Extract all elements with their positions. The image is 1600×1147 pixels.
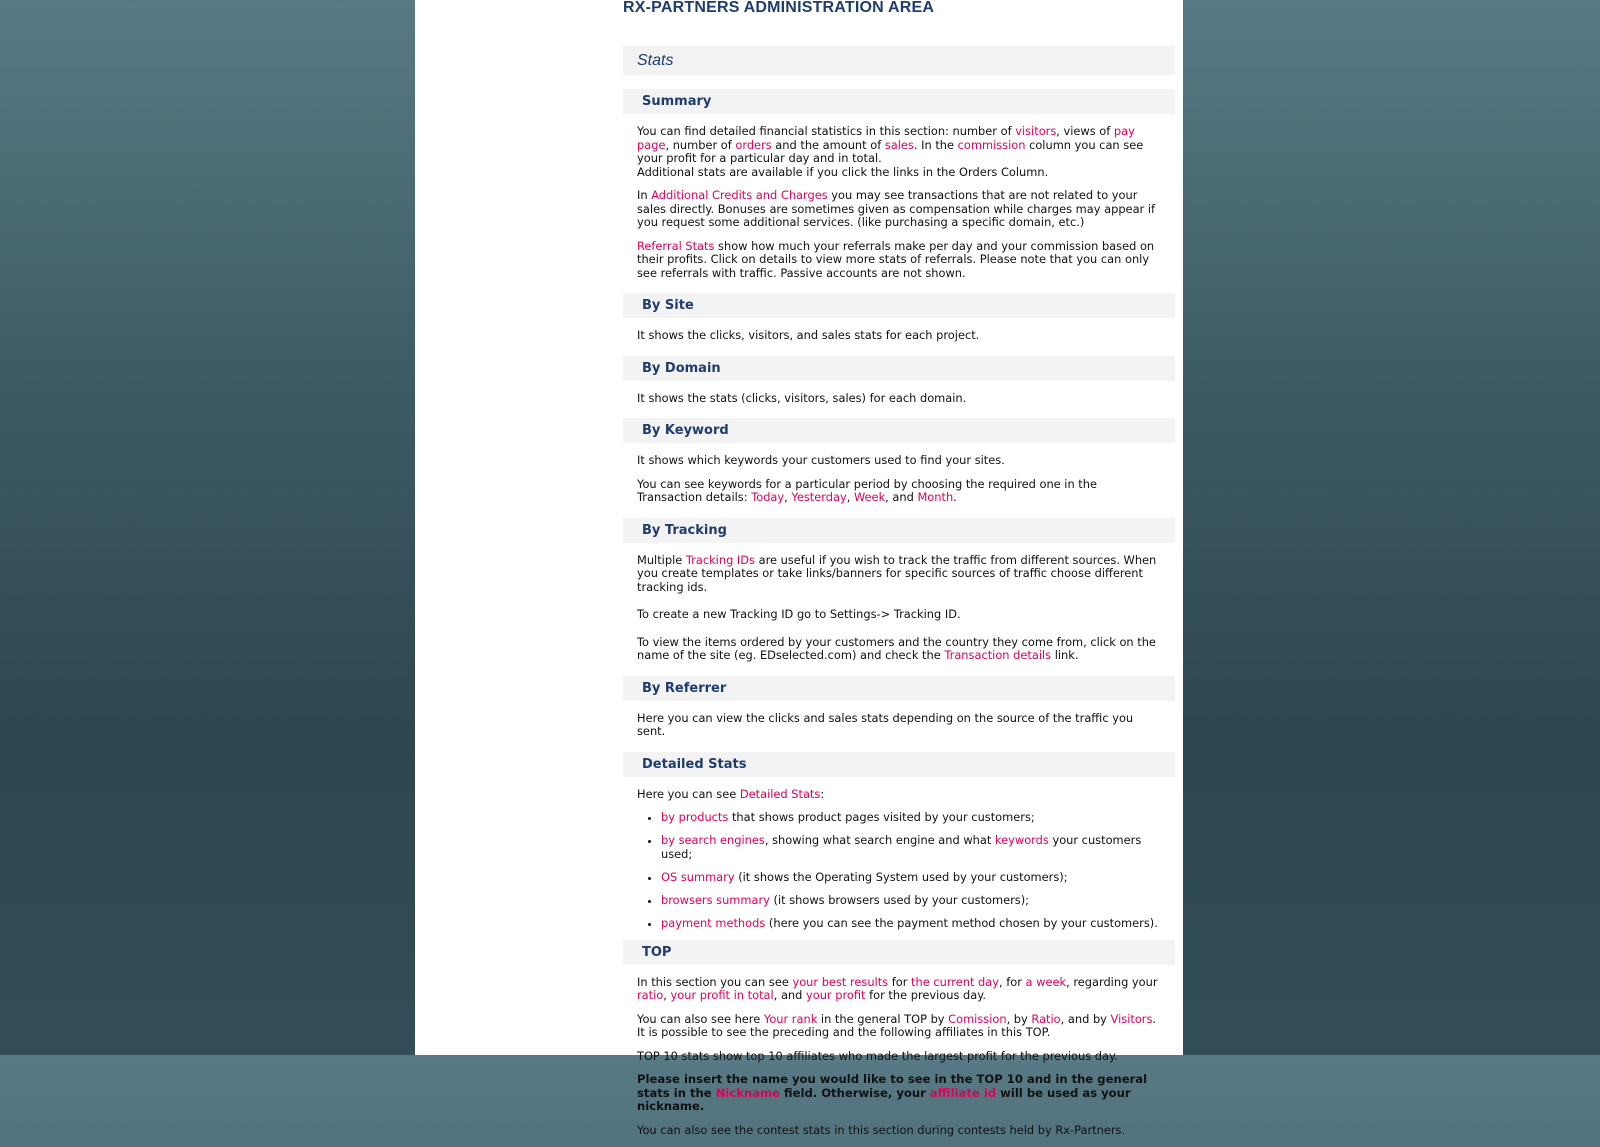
text-run: will be used as your nickname. <box>637 1085 1131 1113</box>
text-link[interactable]: Your rank <box>763 1011 818 1026</box>
text-run: Here you can view the clicks and sales stats depending on the source of the traffic you sent. <box>637 710 1134 738</box>
text-link[interactable]: payment methods <box>661 915 766 930</box>
text-run: To view the items ordered by your customers and the country they come from, click on the name of the site (eg. EDselected.com) and check the <box>637 634 1156 662</box>
list-item <box>661 917 1161 931</box>
section-by-tracking <box>623 543 1175 663</box>
text-link[interactable]: Additional Credits and Charges <box>651 188 828 202</box>
page-title: Stats <box>637 51 674 69</box>
section-heading-top: TOP <box>623 940 1175 965</box>
by-site-paragraph <box>637 329 1161 343</box>
text-run: Multiple <box>637 552 686 567</box>
text-run: column you can see your profit for a particular day and in total. <box>637 137 1144 165</box>
text-run: (it shows browsers used by your customers); <box>769 892 1030 907</box>
text-link[interactable]: sales <box>884 137 914 152</box>
text-link[interactable]: keywords <box>994 833 1049 847</box>
top-paragraph <box>637 976 1161 1003</box>
text-run: It shows the stats (clicks, visitors, sales) for each domain. <box>637 390 967 405</box>
text-link[interactable]: Visitors <box>1110 1011 1153 1026</box>
section-heading-by-referrer: By Referrer <box>623 676 1175 701</box>
text-run: your customers used; <box>661 833 1142 861</box>
text-run: and the amount of <box>771 137 885 152</box>
section-heading-by-site: By Site <box>623 293 1175 318</box>
text-run: To create a new Tracking ID go to Settings-> Tracking ID. <box>637 607 961 621</box>
text-link[interactable]: Yesterday <box>791 490 847 504</box>
section-by-referrer <box>623 701 1175 739</box>
text-run: You can also see here <box>637 1011 764 1026</box>
section-by-domain <box>623 381 1175 406</box>
text-run: Please insert the name you would like to see in the TOP 10 and in the general stats in the <box>637 1072 1148 1100</box>
text-run: , and <box>885 490 918 504</box>
section-heading-by-tracking: By Tracking <box>623 518 1175 543</box>
text-link[interactable]: ratio <box>637 988 664 1002</box>
summary-paragraph <box>637 189 1161 230</box>
text-run: , and <box>773 988 806 1002</box>
text-run: , and by <box>1060 1011 1111 1026</box>
text-link[interactable]: Month <box>917 490 954 504</box>
text-run: It shows the clicks, visitors, and sales stats for each project. <box>637 328 980 342</box>
text-run: in the general TOP by <box>817 1011 949 1026</box>
text-link[interactable]: affiliate id <box>929 1085 997 1100</box>
summary-paragraph <box>637 125 1161 179</box>
text-link[interactable]: your profit in total <box>670 988 774 1002</box>
section-detailed-stats <box>623 777 1175 931</box>
top-paragraph <box>637 1013 1161 1040</box>
text-link[interactable]: Referral Stats <box>637 238 715 253</box>
page-title-bar <box>623 46 1175 75</box>
list-item <box>661 894 1161 908</box>
section-heading-by-keyword: By Keyword <box>623 418 1175 443</box>
text-link[interactable]: browsers summary <box>661 892 770 907</box>
text-link[interactable]: the current day <box>911 974 1000 989</box>
text-run: (here you can see the payment method chosen by your customers). <box>765 915 1158 930</box>
by-keyword-paragraph <box>637 454 1161 468</box>
text-run: Here you can see <box>637 786 740 801</box>
text-link[interactable]: a week <box>1025 974 1067 989</box>
text-link[interactable]: your best results <box>792 974 889 989</box>
text-run: , showing what search engine and what <box>764 833 995 847</box>
text-run: Additional stats are available if you click the links in the Orders Column. <box>637 164 1049 179</box>
text-link[interactable]: Today <box>751 490 785 504</box>
summary-paragraph <box>637 240 1161 281</box>
text-link[interactable]: Comission <box>948 1011 1007 1026</box>
text-run: you may see transactions that are not related to your sales directly. Bonuses are sometimes given as compensation while charges may appear if you request some additional services. (like purchasing a specific domain, etc.) <box>637 188 1156 229</box>
text-run: . <box>953 490 957 504</box>
text-run: TOP 10 stats show top 10 affiliates who made the largest profit for the previous day. <box>637 1048 1118 1063</box>
section-top <box>623 965 1175 1138</box>
text-run: , number of <box>665 137 736 152</box>
text-link[interactable]: Tracking IDs <box>685 552 755 567</box>
by-tracking-paragraph <box>637 608 1161 622</box>
section-heading-summary: Summary <box>623 89 1175 114</box>
top-paragraph <box>637 1124 1161 1138</box>
text-run: : <box>820 786 825 801</box>
text-run: are useful if you wish to track the traffic from different sources. When you create templates or take links/banners for specific sources of traffic choose different tracking ids. <box>637 552 1157 594</box>
text-run: for <box>888 974 912 989</box>
top-paragraph <box>637 1050 1161 1064</box>
text-run: that shows product pages visited by your customers; <box>728 810 1035 824</box>
text-run: It shows which keywords your customers used to find your sites. <box>637 453 1005 467</box>
text-link[interactable]: orders <box>735 137 772 152</box>
text-link[interactable]: Detailed Stats <box>739 786 821 801</box>
text-link[interactable]: pay page <box>637 124 1135 152</box>
text-link[interactable]: visitors <box>1015 124 1057 138</box>
top-nickname-notice <box>637 1073 1161 1114</box>
detailed-stats-list <box>637 811 1161 930</box>
by-keyword-paragraph <box>637 478 1161 505</box>
by-tracking-paragraph <box>637 636 1161 663</box>
text-run: , <box>784 490 792 504</box>
list-item <box>661 834 1161 861</box>
by-domain-paragraph <box>637 392 1161 406</box>
area-title: RX-PARTNERS ADMINISTRATION AREA <box>623 0 935 16</box>
page-panel <box>415 0 1183 1137</box>
text-run: , for <box>999 974 1026 989</box>
text-run: , views of <box>1056 124 1114 138</box>
text-run: You can see keywords for a particular period by choosing the required one in the Transaction details: <box>637 476 1098 504</box>
text-run: . It is possible to see the preceding and the following affiliates in this TOP. <box>637 1011 1157 1039</box>
text-run: You can also see the contest stats in this section during contests held by Rx-Partners. <box>637 1122 1126 1137</box>
text-link[interactable]: Nickname <box>715 1085 780 1100</box>
section-summary <box>623 114 1175 280</box>
text-link[interactable]: Transaction details <box>944 648 1052 662</box>
main-content <box>623 0 1175 1147</box>
text-link[interactable]: Ratio <box>1031 1011 1061 1026</box>
text-run: , regarding your <box>1066 974 1158 989</box>
text-run: (it shows the Operating System used by your customers); <box>734 869 1068 884</box>
detailed-stats-paragraph <box>637 788 1161 802</box>
section-by-site <box>623 318 1175 343</box>
list-item <box>661 811 1161 825</box>
text-run: , <box>846 490 854 504</box>
text-link[interactable]: commission <box>957 137 1026 152</box>
text-run: field. Otherwise, your <box>780 1085 930 1100</box>
text-run: for the previous day. <box>865 988 987 1002</box>
text-run: In this section you can see <box>637 974 793 989</box>
text-link[interactable]: by products <box>661 810 729 824</box>
text-run: . In the <box>913 137 958 152</box>
text-run: You can find detailed financial statistics in this section: number of <box>637 124 1016 138</box>
text-link[interactable]: by search engines <box>661 833 765 847</box>
section-heading-detailed-stats: Detailed Stats <box>623 752 1175 777</box>
text-link[interactable]: OS summary <box>661 869 735 884</box>
text-run: , by <box>1006 1011 1032 1026</box>
text-link[interactable]: your profit <box>806 988 866 1002</box>
text-run: show how much your referrals make per day and your commission based on their profits. Click on details to view more stats of referrals. Please note that you can only see referrals with traffic. Passive accounts are not shown. <box>637 238 1155 280</box>
by-referrer-paragraph <box>637 712 1161 739</box>
list-item <box>661 871 1161 885</box>
by-tracking-paragraph <box>637 554 1161 595</box>
text-run: , <box>663 988 671 1002</box>
text-run: In <box>637 188 652 202</box>
text-link[interactable]: Week <box>853 490 886 504</box>
section-heading-by-domain: By Domain <box>623 356 1175 381</box>
text-run: link. <box>1051 648 1079 662</box>
section-by-keyword <box>623 443 1175 505</box>
